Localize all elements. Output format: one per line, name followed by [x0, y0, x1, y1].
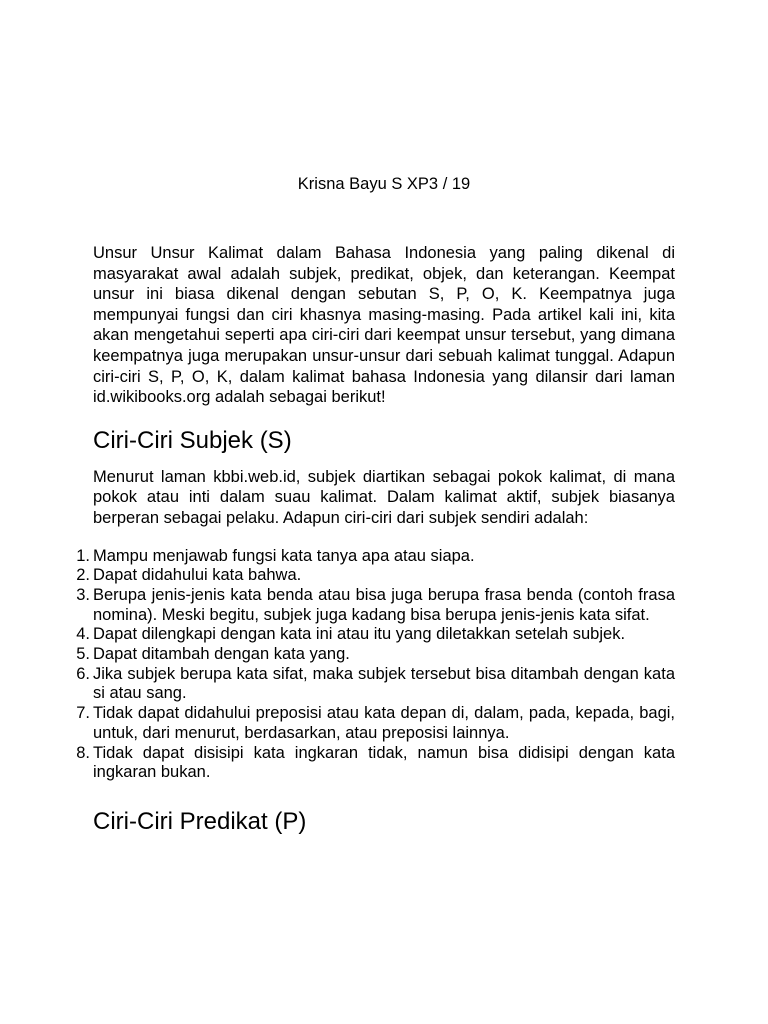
list-number: 8.	[76, 743, 90, 762]
list-item-text: Dapat dilengkapi dengan kata ini atau itu yang diletakkan setelah subjek.	[93, 625, 626, 644]
list-item	[76, 743, 675, 783]
section-heading-predikat: Ciri-Ciri Predikat (P)	[93, 807, 307, 835]
list-number: 1.	[76, 546, 90, 565]
list-item-text: Tidak dapat didahului preposisi atau kata depan di, dalam, pada, kepada, bagi, untuk, dari menurut, berdasarkan, atau preposisi lainnya.	[93, 704, 675, 742]
subjek-list	[76, 546, 675, 783]
list-item	[76, 585, 675, 625]
list-number: 2.	[76, 566, 90, 585]
list-item	[76, 645, 675, 665]
list-number: 6.	[76, 664, 90, 683]
list-item	[76, 704, 675, 743]
list-number: 4.	[76, 625, 90, 644]
document-page	[76, 174, 675, 848]
list-item	[76, 546, 675, 567]
list-item-text: Mampu menjawab fungsi kata tanya apa atau siapa.	[93, 546, 475, 565]
list-number: 7.	[76, 704, 90, 723]
list-item-text: Dapat ditambah dengan kata yang.	[93, 645, 350, 664]
list-number: 5.	[76, 645, 90, 664]
intro-paragraph: Unsur Unsur Kalimat dalam Bahasa Indonesia yang paling dikenal di masyarakat awal adalah subjek, predikat, objek, dan keterangan. Keempat unsur ini biasa dikenal dengan sebutan S, P, O, K. Keempatnya juga mempunyai fungsi dan ciri khasnya masing-masing. Pada artikel kali ini, kita akan mengetahui seperti apa ciri-ciri dari keempat unsur tersebut, yang dimana keempatnya juga merupakan unsur-unsur dari sebuah kalimat tunggal. Adapun ciri-ciri S, P, O, K, dalam kalimat bahasa Indonesia yang dilansir dari laman id.wikibooks.org adalah sebagai berikut!	[93, 244, 675, 407]
list-item	[76, 625, 675, 645]
list-item-text: Tidak dapat disisipi kata ingkaran tidak, namun bisa didisipi dengan kata ingkaran bukan.	[93, 743, 675, 782]
list-item	[76, 566, 675, 586]
list-number: 3.	[76, 585, 90, 604]
author-line: Krisna Bayu S XP3 / 19	[297, 175, 471, 193]
list-item-text: Berupa jenis-jenis kata benda atau bisa juga berupa frasa benda (contoh frasa nomina). Meski begitu, subjek juga kadang bisa berupa jenis-jenis kata sifat.	[93, 585, 675, 624]
subjek-paragraph: Menurut laman kbbi.web.id, subjek diartikan sebagai pokok kalimat, di mana pokok atau inti dalam suau kalimat. Dalam kalimat aktif, subjek biasanya berperan sebagai pelaku. Adapun ciri-ciri dari subjek sendiri adalah:	[93, 467, 675, 527]
list-item-text: Dapat didahului kata bahwa.	[93, 566, 302, 585]
section-heading-subjek: Ciri-Ciri Subjek (S)	[93, 426, 292, 454]
list-item-text: Jika subjek berupa kata sifat, maka subjek tersebut bisa ditambah dengan kata si atau sang.	[93, 664, 675, 703]
list-item	[76, 664, 675, 704]
